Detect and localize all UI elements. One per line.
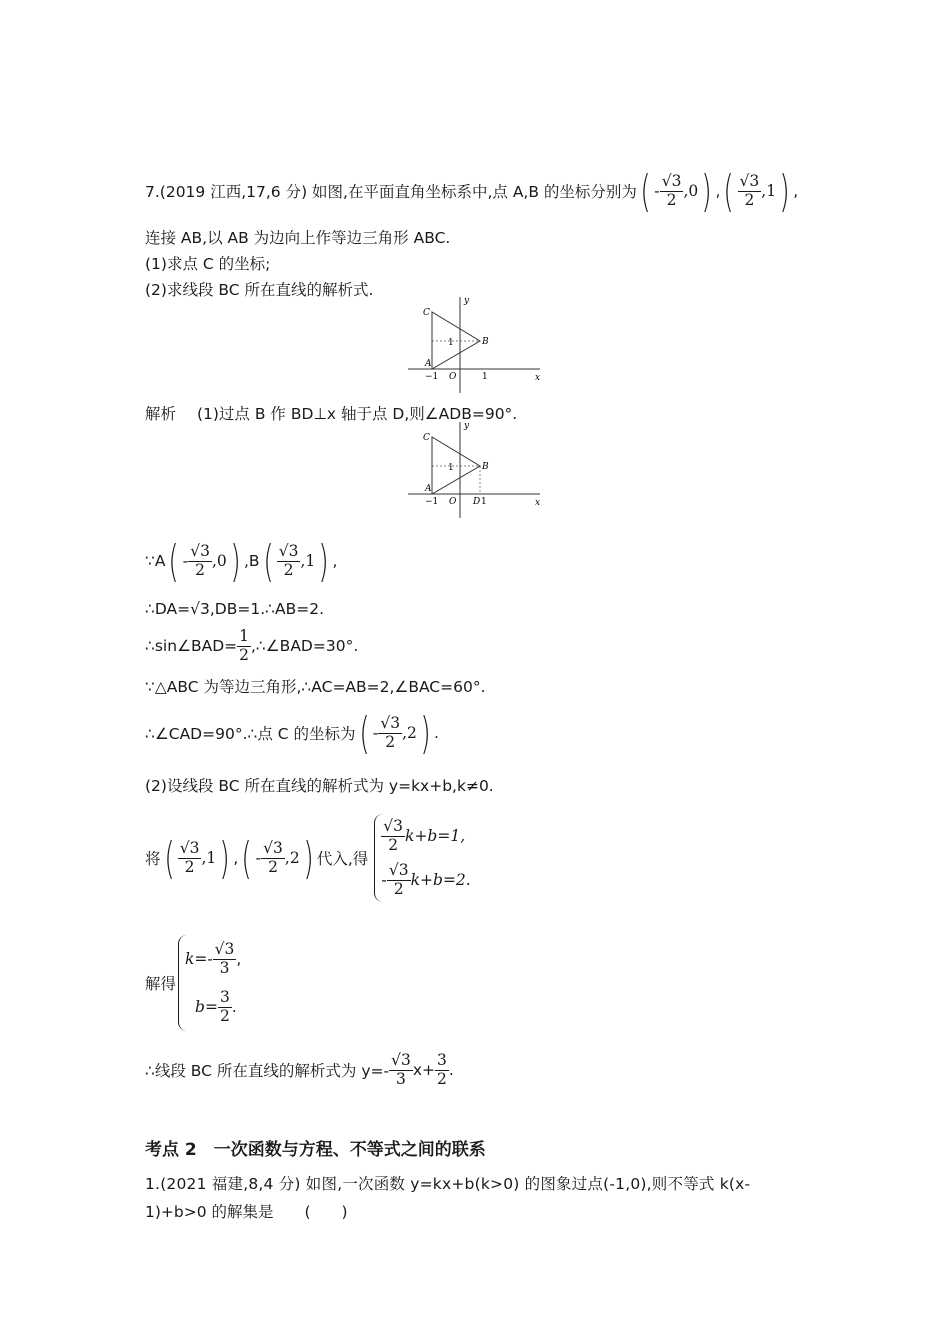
- label-x: x: [535, 373, 541, 383]
- solution-substitution-line: 将 ( $\frac{√3}{2}$ , 1 ) , ( - $\frac{√3}{2}$ , 2 ) 代入,得 $\frac{√3}{2}$ k+b=1, - $\frac{√3}{2}$ k+b=2.: [145, 810, 471, 906]
- label-c: C: [423, 433, 430, 443]
- solution-final-line: ∴线段 BC 所在直线的解析式为 y=- $\frac{√3}{3}$ x+ $\frac{3}{2}$ .: [145, 1050, 454, 1088]
- question-7-part1: (1)求点 C 的坐标;: [145, 255, 271, 273]
- solution-heading: 解析: [145, 405, 177, 423]
- paren-open: (: [723, 165, 735, 217]
- fraction-b-x: $\frac{√3}{2}$: [739, 171, 760, 209]
- label-c: C: [423, 308, 430, 318]
- solution-da-line: ∴DA=√3,DB=1.∴AB=2.: [145, 600, 324, 618]
- paren-close: ): [779, 165, 790, 217]
- triangle-abc: [432, 437, 480, 494]
- label-y: y: [464, 421, 470, 431]
- solution-coords-line: ∵A ( - $\frac{√3}{2}$ , 0 ) ,B ( $\frac{√3}{2}$ , 1 ) ,: [145, 535, 338, 587]
- question-1-line1: 1.(2021 福建,8,4 分) 如图,一次函数 y=kx+b(k>0) 的图象过点(-1,0),则不等式 k(x-: [145, 1175, 751, 1193]
- label-neg-one: −1: [425, 372, 439, 382]
- equation-system: $\frac{√3}{2}$ k+b=1, - $\frac{√3}{2}$ k+b=2.: [374, 814, 470, 902]
- label-d: D: [473, 497, 481, 507]
- fraction-a-x: $\frac{√3}{2}$: [661, 171, 682, 209]
- question-7-intro: 7.(2019 江西,17,6 分) 如图,在平面直角坐标系中,点 A,B 的坐标分别为 ( - $\frac{√3}{2}$ , 0 ) , ( $\frac{√3}{2}$ , 1 ) ,: [145, 165, 799, 217]
- question-7-line2: 连接 AB,以 AB 为边向上作等边三角形 ABC.: [145, 229, 451, 247]
- label-a: A: [425, 484, 432, 494]
- paren-open: (: [640, 165, 651, 217]
- label-origin: O: [449, 372, 457, 382]
- figure-coordinate-triangle-with-d: [405, 420, 550, 520]
- label-a: A: [425, 359, 432, 369]
- label-origin: O: [449, 497, 457, 507]
- section-title: 考点 2 一次函数与方程、不等式之间的联系: [145, 1140, 486, 1160]
- solution-cad-line: ∴∠CAD=90°.∴点 C 的坐标为 ( - $\frac{√3}{2}$ , 2 ) .: [145, 707, 439, 759]
- question-7-part2: (2)求线段 BC 所在直线的解析式.: [145, 281, 374, 299]
- solution-step1: (1)过点 B 作 BD⊥x 轴于点 D,则∠ADB=90°.: [196, 405, 518, 423]
- question-7-text: 7.(2019 江西,17,6 分) 如图,在平面直角坐标系中,点 A,B 的坐标分别为: [145, 183, 637, 201]
- solution-part2-setup: (2)设线段 BC 所在直线的解析式为 y=kx+b,k≠0.: [145, 777, 494, 795]
- solution-system: k=- $\frac{√3}{3}$ , b= $\frac{3}{2}$ .: [178, 935, 241, 1031]
- label-y: y: [464, 296, 470, 306]
- label-one: 1: [448, 463, 454, 473]
- label-x: x: [535, 498, 541, 508]
- figure-coordinate-triangle: [405, 295, 550, 395]
- label-x-one: 1: [482, 372, 488, 382]
- label-one: 1: [448, 338, 454, 348]
- paren-close: ): [701, 165, 713, 217]
- triangle-abc: [432, 312, 480, 369]
- solution-sin-line: ∴sin∠BAD= $\frac{1}{2}$ ,∴∠BAD=30°.: [145, 626, 359, 664]
- solution-solve-line: 解得 k=- $\frac{√3}{3}$ , b= $\frac{3}{2}$ .: [145, 935, 241, 1031]
- label-neg-one: −1: [425, 497, 439, 507]
- label-b: B: [482, 337, 489, 347]
- question-1-line2: 1)+b>0 的解集是 ( ): [145, 1203, 348, 1221]
- label-x-one: 1: [481, 497, 487, 507]
- label-b: B: [482, 462, 489, 472]
- solution-equilateral-line: ∵△ABC 为等边三角形,∴AC=AB=2,∠BAC=60°.: [145, 678, 486, 696]
